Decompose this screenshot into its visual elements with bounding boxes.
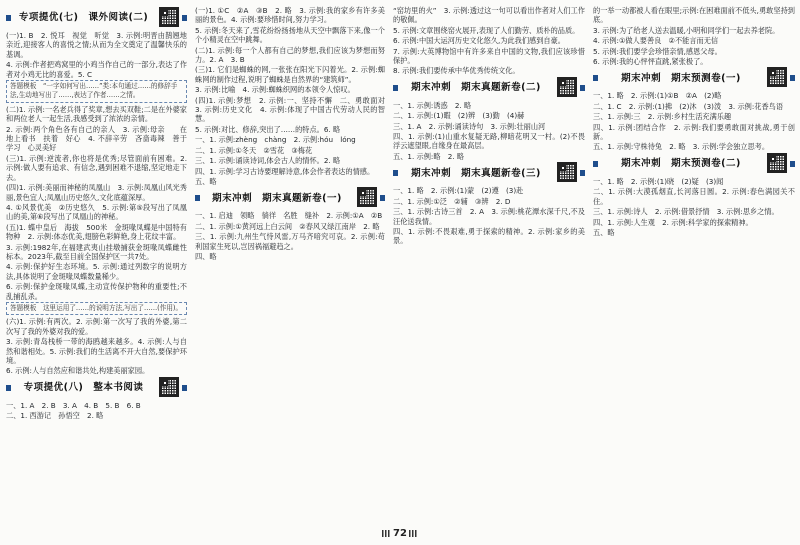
answer-paragraph: 7. 示例:大英博物馆中有许多来自中国的文物,我们应该珍惜保护。 <box>393 46 585 66</box>
answer-paragraph: 一、1. 示例:zhèng chàng 2. 示例:hóu lóng <box>195 135 356 145</box>
section-header-special-8 <box>6 377 187 399</box>
answer-paragraph: 二、1. 西游记 孙悟空 2. 略 <box>6 411 104 421</box>
column-2 <box>195 6 393 262</box>
decorative-bars-icon <box>409 530 418 537</box>
answer-paragraph: 2. 示例:两个角色各有自己的亲人 3. 示例:母亲 在地上看书 扶着 好心 4. 不辞辛劳 吝啬毒辣 善于学习 心灵美好 <box>6 124 187 153</box>
answer-paragraph: 一、1. A 2. B 3. A 4. B 5. B 6. B <box>6 400 141 410</box>
answer-paragraph: 6. 示例:人与自然应和谐共处,构建美丽家园。 <box>6 366 150 376</box>
answer-paragraph: 6. 示例:中国大运河历史文化悠久,为此我们感到自豪。 <box>393 36 565 46</box>
answer-paragraph: 五、1. 示例:略 2. 略 <box>393 151 465 161</box>
answer-paragraph: 一、1. 示例:诱惑 2. 略 <box>393 100 472 110</box>
answer-paragraph: (六)1. 示例:有两次。2. 示例:第一次写了我的外婆,第二次写了我的外婆对我的爱。 <box>6 317 187 336</box>
answer-paragraph: 五、略 <box>593 227 615 237</box>
answer-paragraph: 二、1. 示例:(1)暇 (2)辨 (3)勤 (4)赫 <box>393 111 525 121</box>
answer-paragraph: 3. 示例:比喻 4. 示例:蜘蛛织网的本领令人惊叹。 <box>195 85 355 95</box>
answer-paragraph: 5. 示例:对比、修辞,突出了……的特点。6. 略 <box>195 124 341 134</box>
qr-code-icon[interactable] <box>159 377 179 397</box>
answer-paragraph: “窑坊里的火” 3. 示例:透过这一句可以看出作者对人们工作的敬佩。 <box>393 6 585 25</box>
answer-paragraph: 二、1. 示例:①泛 ②辅 ③辨 2. D <box>393 196 511 206</box>
answer-paragraph: 4. 示例:①做人要善良 ②不能言而无信 <box>593 36 719 46</box>
answer-paragraph: (三)1. 它们是蜘蛛的网,一张张在阳光下闪着光。2. 示例:蜘蛛网的制作过程,说明了蜘蛛是自然界的“建筑师”。 <box>195 65 385 84</box>
answer-paragraph: 4. ①风景优美 ②历史悠久 5. 示例:第⑤段写出了凤凰山的美,第⑥段写出了凤凰山的神秘。 <box>6 202 187 222</box>
answer-paragraph: 4. 示例:保护好生态环境。5. 示例:通过列数字的说明方法,具体说明了金斑喙凤蝶数量稀少。 <box>6 262 187 281</box>
section-title: 期末冲刺 期末预测卷(二) <box>621 158 741 170</box>
qr-code-icon[interactable] <box>159 7 179 27</box>
answer-paragraph: (二)1. 示例:每一个人都有自己的梦想,我们应该为梦想而努力。2. A 3. B <box>195 45 385 65</box>
section-header-special-7 <box>6 7 187 29</box>
answer-paragraph: 一、1. 略 2. 示例:(1)①B ②A (2)略 <box>593 91 722 101</box>
answer-paragraph: (一)1. ①C ②A ③B 2. 略 3. 示例:我的家乡有许多美丽的景色。4. 示例:要珍惜时间,努力学习。 <box>195 6 385 25</box>
column-1 <box>6 6 187 422</box>
section-header-final-3 <box>393 162 585 184</box>
answer-paragraph: 一、1. 略 2. 示例:(1)晓 (2)疑 (3)闻 <box>593 176 724 186</box>
decorative-bars-icon <box>382 530 391 537</box>
answer-paragraph: 6. 示例:保护金斑喙凤蝶,主动宣传保护物种的重要性;不乱捕乱杀。 <box>6 282 187 301</box>
page-number: 72 <box>380 528 420 539</box>
answer-paragraph: 三、1. 示例:诵读诗词,体会古人的情怀。2. 略 <box>195 156 341 166</box>
answer-paragraph: 三、1. 示例:古诗三首 2. A 3. 示例:桃花潭水深千尺,不及汪伦送我情。 <box>393 207 585 226</box>
qr-code-icon[interactable] <box>767 67 787 87</box>
column-4 <box>593 6 795 238</box>
answer-paragraph: 四、1. 示例:团结合作 2. 示例:我们要勇敢面对挑战,勇于创新。 <box>593 122 795 142</box>
answer-paragraph: 五、1. 示例:守株待兔 2. 略 3. 示例:学会独立思考。 <box>593 142 770 152</box>
answer-paragraph: 5. 示例:文章围绕窑火展开,表现了人们勤劳、质朴的品质。 <box>393 25 580 35</box>
answer-paragraph: (二)1. 示例:一名老兵得了奖章,想去买双鞋;二是在外婆家和两位老人一起生活,我感受到了浓浓的亲情。 <box>6 104 187 124</box>
answer-paragraph: 二、1. 示例:①冬天 ②雪花 ③梅花 <box>195 145 313 155</box>
answer-paragraph: 二、1. C 2. 示例:(1)拂 (2)沐 (3)泼 3. 示例:花香鸟语 <box>593 101 784 111</box>
answer-paragraph: 四、1. 示例:不畏艰难,勇于探索的精神。2. 示例:家乡的美景。 <box>393 226 585 246</box>
answer-paragraph: 一、1. 启迪 领略 徜徉 名胜 缝补 2. 示例:①A ②B <box>195 211 383 221</box>
answer-paragraph: 四、略 <box>195 251 217 261</box>
answer-template-box: 答题模板 这里运用了……的说明方法,写出了……(作用)。 <box>6 302 187 315</box>
answer-paragraph: (四)1. 示例:梦想 2. 示例:一、坚持不懈 二、勇敢面对 3. 示例:历史文化 4. 示例:体现了中国古代劳动人民的智慧。 <box>195 95 393 124</box>
answer-paragraph: 一、1. 略 2. 示例:(1)蒙 (2)遵 (3)赴 <box>393 186 524 196</box>
answer-paragraph: (一)1. B 2. 悦耳 视觉 听觉 3. 示例:明晋由鹊翘地亲近,迎接客人的喜悦之情;从而为全文奠定了温馨快乐的基调。 <box>6 31 187 59</box>
section-header-final-2 <box>393 77 585 99</box>
answer-paragraph: 四、1. 示例:学习古诗要理解诗意,体会作者表达的情感。 <box>195 166 375 176</box>
answer-paragraph: 二、1. 示例:①黄河远上白云间 ②春风又绿江南岸 2. 略 <box>195 221 380 231</box>
answer-paragraph: 3. 示例:青岛栈桥一带的海鸥越来越多。4. 示例:人与自然和谐相处。5. 示例:我们的生活离不开大自然,要保护环境。 <box>6 337 187 365</box>
column-3 <box>393 6 585 247</box>
answer-paragraph: 三、1. 示例:九州生气恃风雷,万马齐喑究可哀。2. 示例:苟利国家生死以,岂因祸福避趋之。 <box>195 232 385 251</box>
answer-paragraph: 三、1. 示例:诗人 2. 示例:借景抒情 3. 示例:思乡之情。 <box>593 207 779 217</box>
answer-paragraph: 三、1. A 2. 示例:诵读诗句 3. 示例:壮丽山河 <box>393 121 546 131</box>
qr-code-icon[interactable] <box>557 77 577 97</box>
section-header-final-1 <box>195 187 385 209</box>
answer-paragraph: 3. 示例:1982年,在福建武夷山挂墩捕获金斑喙凤蝶雌性标本。2023年,截至目前全国保护区一共7处。 <box>6 242 187 261</box>
qr-code-icon[interactable] <box>357 187 377 207</box>
section-title: 期末冲刺 期末真题新卷(三) <box>411 167 541 179</box>
answer-paragraph: 5. 示例:冬天来了,雪花纷纷扬扬地从天空中飘落下来,像一个个小精灵在空中跳舞。 <box>195 25 385 45</box>
answer-paragraph: 五、略 <box>195 176 217 186</box>
qr-code-icon[interactable] <box>767 153 787 173</box>
answer-paragraph: 5. 示例:我们要学会珍惜亲情,感恩父母。 <box>593 46 722 56</box>
answer-paragraph: (四)1. 示例:美丽而神秘的凤凰山 3. 示例:凤凰山风光秀丽,景色宜人;凤凰山历史悠久,文化底蕴深厚。 <box>6 183 187 202</box>
answer-paragraph: 三、1. 示例:三 2. 示例:乡村生活充满乐趣 <box>593 112 732 122</box>
section-header-predict-1 <box>593 67 795 89</box>
answer-paragraph: 6. 示例:我的心怦怦直跳,紧张极了。 <box>593 57 708 67</box>
section-title: 专项提优(七) 课外阅读(二) <box>18 12 149 24</box>
answer-paragraph: (五)1. 蝶中皇后 海拔 500米 金斑喙凤蝶是中国特有物种 2. 示例:体态优美,翅膀色彩鲜艳,身上花纹丰富。 <box>6 222 187 242</box>
answer-paragraph: 3. 示例:为了给老人送去温暖,小明和同学们一起去养老院。 <box>593 25 780 35</box>
answer-paragraph: 四、1. 示例:人生观 2. 示例:科学家的探索精神。 <box>593 217 753 227</box>
section-title: 专项提优(八) 整本书阅读 <box>23 382 144 394</box>
qr-code-icon[interactable] <box>557 162 577 182</box>
answer-paragraph: 4. 示例:作者把鸡窝里的小鸡当作自己的一部分,表达了作者对小鸡无比的喜爱。5. C <box>6 60 187 79</box>
answer-template-box: 答题模板 “一字如何写出……”类:本句通过……的修辞手法,生动地写出了……,表达了作者……之情。 <box>6 80 187 103</box>
answer-paragraph: 8. 示例:我们要传承中华优秀传统文化。 <box>393 66 520 76</box>
answer-paragraph: 的一举一动都被人看在眼里;示例:在困难面前不低头,勇敢坚持到底。 <box>593 6 795 25</box>
section-title: 期末冲刺 期末真题新卷(二) <box>411 82 541 94</box>
answer-paragraph: 四、1. 示例:(1)山重水复疑无路,柳暗花明又一村。(2)不畏浮云遮望眼,自缘身在最高层。 <box>393 132 585 151</box>
section-header-predict-2 <box>593 153 795 175</box>
section-title: 期末冲刺 期末预测卷(一) <box>621 72 741 84</box>
answer-paragraph: 二、1. 示例:大漠孤烟直,长河落日圆。2. 示例:春色满园关不住。 <box>593 187 795 206</box>
answer-paragraph: (三)1. 示例:逆流者,你也将是优秀;尽管面前有困难。2. 示例:做人要有追求、有信念,遇到困难不退缩,坚定地走下去。 <box>6 153 187 182</box>
section-title: 期末冲刺 期末真题新卷(一) <box>212 192 342 204</box>
